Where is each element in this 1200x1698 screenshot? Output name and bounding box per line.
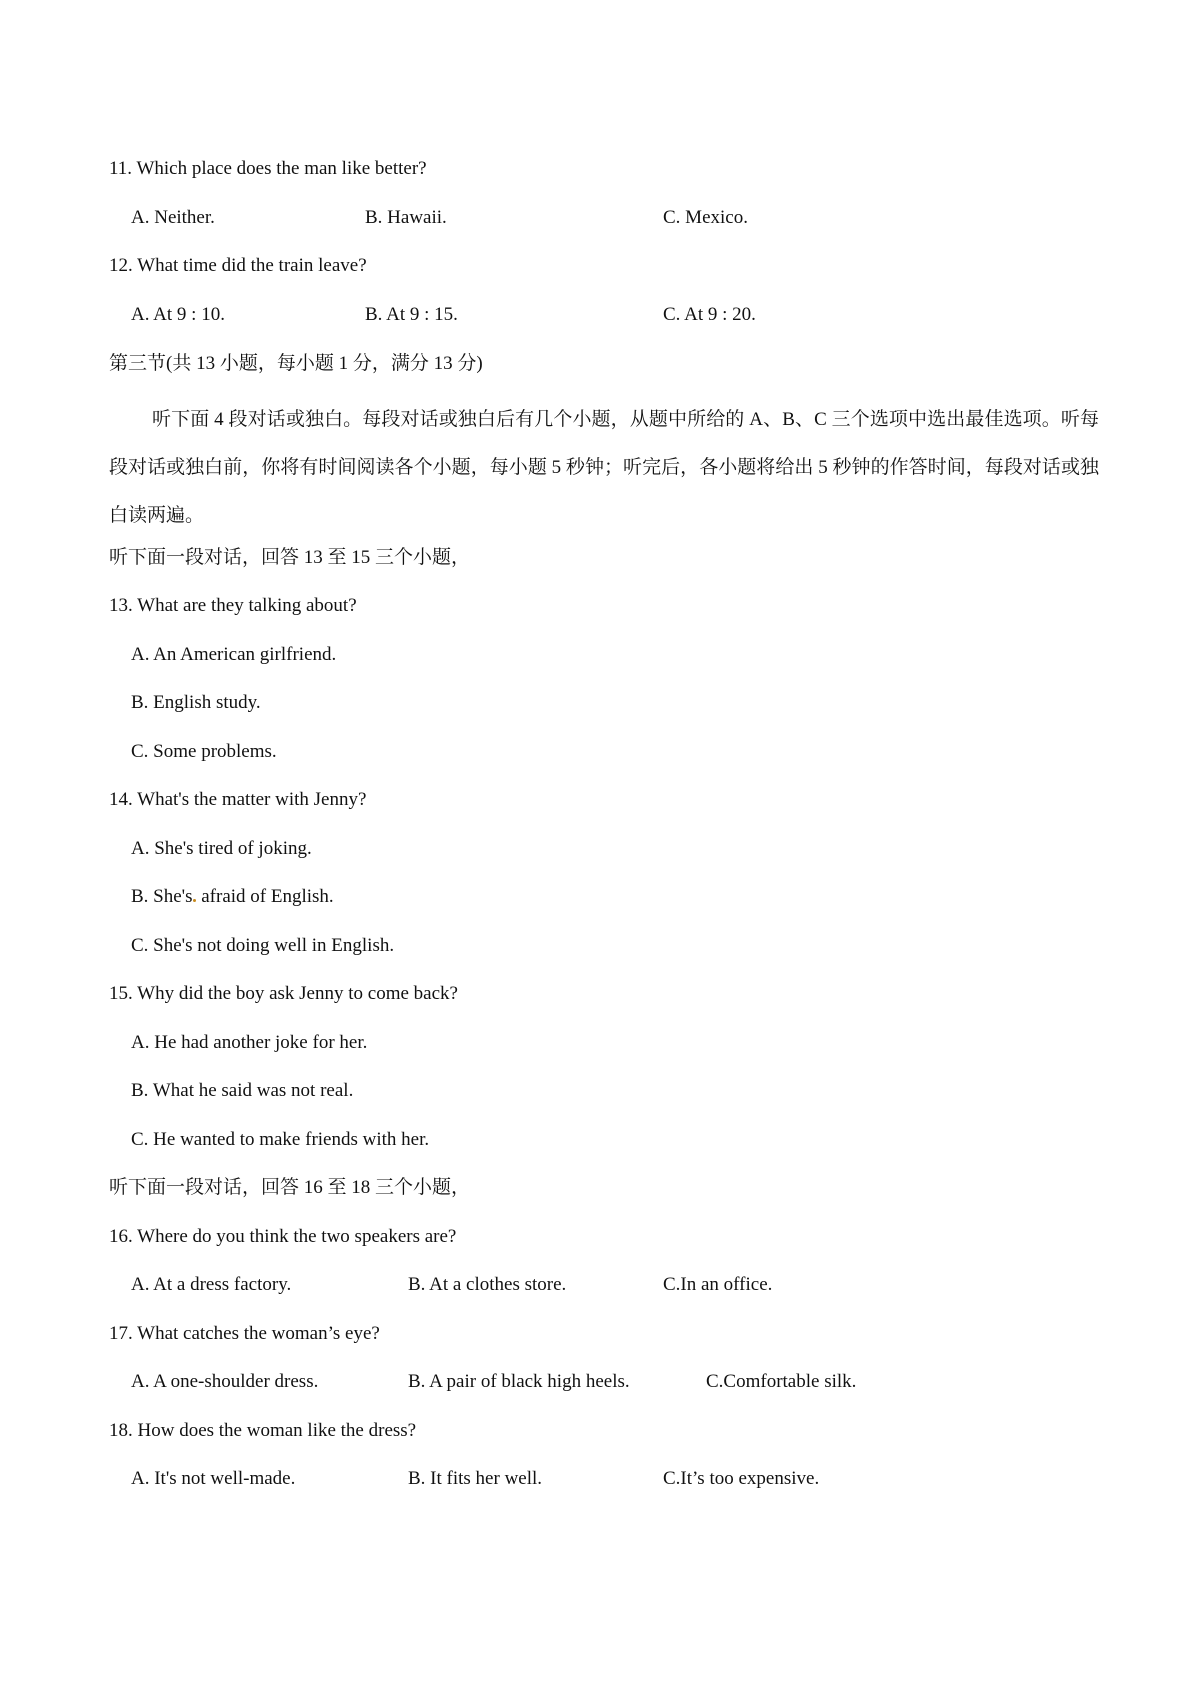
q12-option-c: C. At 9 : 20. (663, 304, 756, 325)
q18-option-c: C.It’s too expensive. (663, 1468, 820, 1489)
q17-option-b: B. A pair of black high heels. (408, 1371, 630, 1392)
q17-option-a: A. A one-shoulder dress. (131, 1371, 319, 1392)
question-15: 15. Why did the boy ask Jenny to come back? (109, 983, 458, 1004)
annotation-dot (193, 899, 196, 902)
q15-option-b: B. What he said was not real. (131, 1080, 354, 1101)
q14-option-a: A. She's tired of joking. (131, 838, 312, 859)
q16-option-a: A. At a dress factory. (131, 1274, 292, 1295)
q11-option-b: B. Hawaii. (365, 207, 447, 228)
q13-option-a: A. An American girlfriend. (131, 644, 337, 665)
question-18: 18. How does the woman like the dress? (109, 1420, 417, 1441)
question-14: 14. What's the matter with Jenny? (109, 789, 367, 810)
q11-option-a: A. Neither. (131, 207, 215, 228)
section-instructions: 听下面 4 段对话或独白。每段对话或独白后有几个小题，从题中所给的 A、B、C 三个选项中选出最佳选项。听每段对话或独白前，你将有时间阅读各个小题，每小题 5 秒钟；听完后，各小题将给出 5 秒钟的作答时间，每段对话或独白读两遍。 (109, 409, 1099, 526)
q14-option-b (131, 885, 334, 909)
q11-option-c: C. Mexico. (663, 207, 748, 228)
question-16: 16. Where do you think the two speakers are? (109, 1226, 457, 1247)
group-1-intro: 听下面一段对话，回答 13 至 15 三个小题， (109, 547, 471, 568)
question-11: 11. Which place does the man like better? (109, 158, 427, 179)
question-12: 12. What time did the train leave? (109, 255, 367, 276)
group-2-intro: 听下面一段对话，回答 16 至 18 三个小题， (109, 1177, 471, 1198)
q18-option-b: B. It fits her well. (408, 1468, 543, 1489)
q14-option-c: C. She's not doing well in English. (131, 935, 395, 956)
q12-option-a: A. At 9 : 10. (131, 304, 225, 325)
q16-option-b: B. At a clothes store. (408, 1274, 567, 1295)
q12-option-b: B. At 9 : 15. (365, 304, 458, 325)
question-13: 13. What are they talking about? (109, 595, 357, 616)
q16-option-c: C.In an office. (663, 1274, 773, 1295)
section-heading: 第三节(共 13 小题，每小题 1 分，满分 13 分) (109, 353, 483, 374)
q14-option-b-part1: B. She's (131, 886, 193, 907)
q15-option-c: C. He wanted to make friends with her. (131, 1129, 430, 1150)
q17-option-c: C.Comfortable silk. (706, 1371, 857, 1392)
q18-option-a: A. It's not well-made. (131, 1468, 296, 1489)
q13-option-b: B. English study. (131, 692, 261, 713)
question-17: 17. What catches the woman’s eye? (109, 1323, 380, 1344)
q14-option-b-part2: afraid of English. (201, 886, 334, 907)
q15-option-a: A. He had another joke for her. (131, 1032, 368, 1053)
q13-option-c: C. Some problems. (131, 741, 277, 762)
